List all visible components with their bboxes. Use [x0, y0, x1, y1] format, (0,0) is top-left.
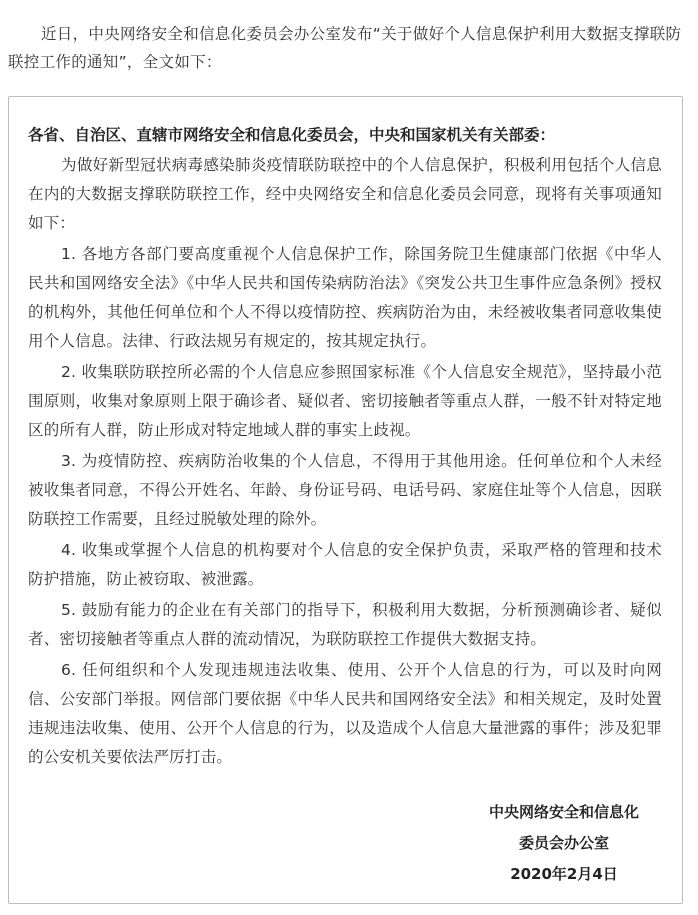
notice-signature: [464, 797, 664, 890]
signature-org-line-1: 中央网络安全和信息化: [488, 803, 639, 821]
notice-body: [28, 121, 662, 774]
notice-paragraph-preamble: 为做好新型冠状病毒感染肺炎疫情联防联控中的个人信息保护，积极利用包括个人信息在内的大数据支撑联防联控工作，经中央网络安全和信息化委员会同意，现将有关事项通知如下：: [28, 156, 662, 232]
intro-paragraph: 近日，中央网络安全和信息化委员会办公室发布“关于做好个人信息保护利用大数据支撑联防联控工作的通知”，全文如下：: [8, 25, 682, 71]
notice-item-1: 1. 各地方各部门要高度重视个人信息保护工作，除国务院卫生健康部门依据《中华人民共和国网络安全法》《中华人民共和国传染病防治法》《突发公共卫生事件应急条例》授权的机构外，其他任何单位和个人不得以疫情防控、疾病防治为由，未经被收集者同意收集使用个人信息。法律、行政法规另有规定的，按其规定执行。: [28, 245, 662, 350]
notice-item-5: 5. 鼓励有能力的企业在有关部门的指导下，积极利用大数据，分析预测确诊者、疑似者、密切接触者等重点人群的流动情况，为联防联控工作提供大数据支持。: [28, 601, 662, 648]
notice-item-3: 3. 为疫情防控、疾病防治收集的个人信息，不得用于其他用途。任何单位和个人未经被收集者同意，不得公开姓名、年龄、身份证号码、电话号码、家庭住址等个人信息，因联防联控工作需要，且经过脱敏处理的除外。: [28, 452, 662, 528]
notice-item-4: 4. 收集或掌握个人信息的机构要对个人信息的安全保护负责，采取严格的管理和技术防护措施，防止被窃取、被泄露。: [28, 541, 662, 588]
signature-date: 2020年2月4日: [510, 865, 618, 883]
notice-box: [8, 96, 683, 904]
signature-org-line-2: 委员会办公室: [518, 834, 609, 852]
notice-item-6: 6. 任何组织和个人发现违规违法收集、使用、公开个人信息的行为，可以及时向网信、公安部门举报。网信部门要依据《中华人民共和国网络安全法》和相关规定，及时处置违规违法收集、使用、公开个人信息的行为，以及造成个人信息大量泄露的事件；涉及犯罪的公安机关要依法严厉打击。: [28, 661, 662, 766]
notice-salutation: 各省、自治区、直辖市网络安全和信息化委员会，中央和国家机关有关部委：: [28, 126, 556, 144]
notice-item-2: 2. 收集联防联控所必需的个人信息应参照国家标准《个人信息安全规范》，坚持最小范围原则，收集对象原则上限于确诊者、疑似者、密切接触者等重点人群，一般不针对特定地区的所有人群，防止形成对特定地域人群的事实上歧视。: [28, 363, 662, 439]
